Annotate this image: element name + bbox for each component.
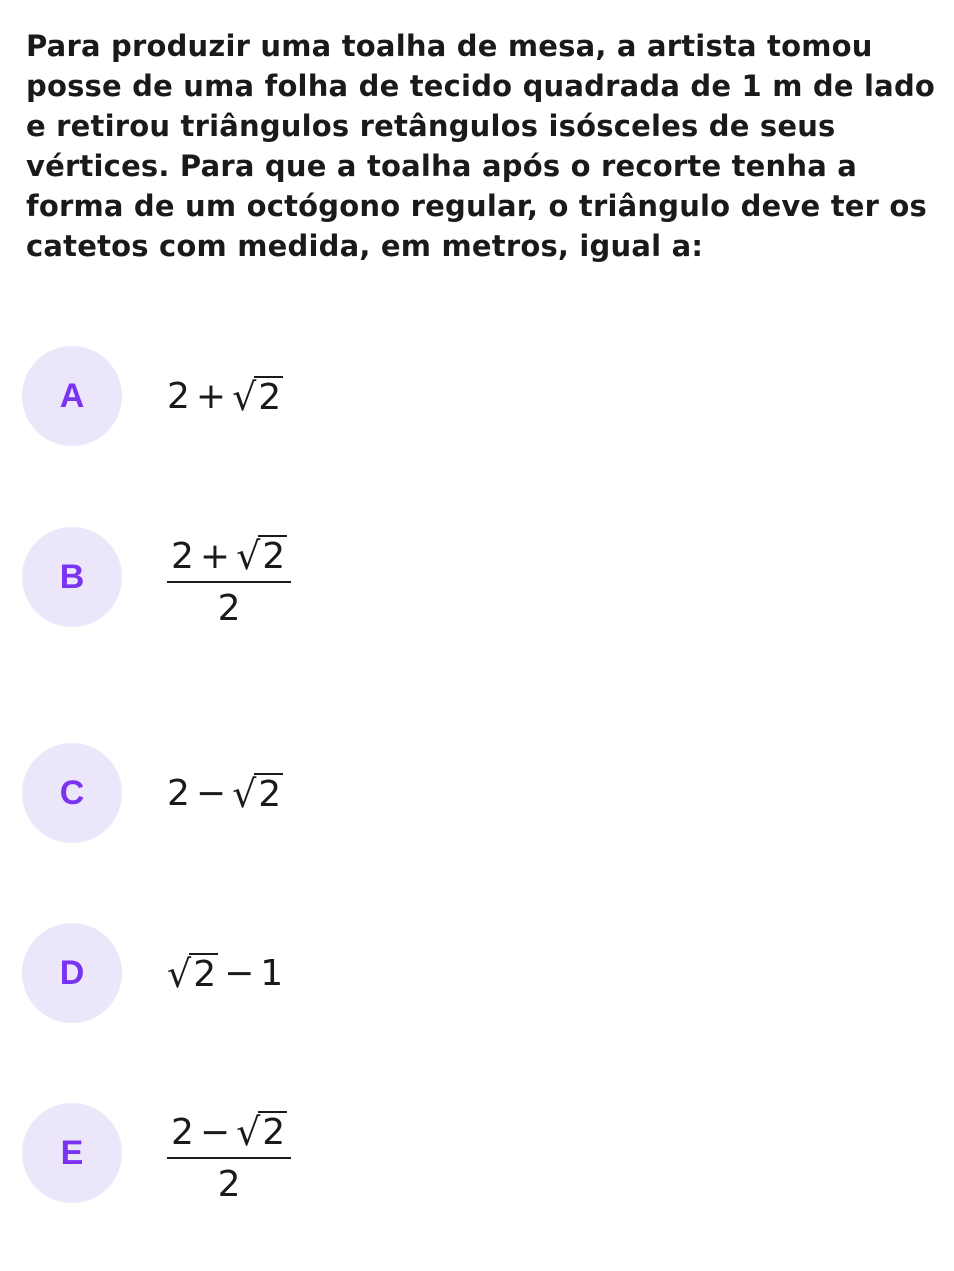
operator: − — [195, 772, 227, 814]
denominator: 2 — [217, 1164, 241, 1205]
square-root — [167, 952, 218, 996]
numerator — [167, 1111, 291, 1159]
option-a[interactable] — [22, 346, 722, 446]
radical-sign: √ — [167, 952, 192, 996]
radical-sign: √ — [236, 1110, 261, 1154]
term: 2 — [171, 1112, 194, 1153]
operator: + — [199, 536, 231, 577]
term: 1 — [260, 952, 284, 994]
denominator: 2 — [217, 588, 241, 629]
option-expression — [167, 923, 283, 1023]
term: 2 — [167, 375, 190, 417]
term: 2 — [171, 536, 194, 577]
fraction — [167, 1111, 291, 1203]
square-root — [232, 772, 283, 816]
option-expression — [167, 531, 291, 631]
option-d[interactable] — [22, 923, 722, 1023]
radical-sign: √ — [236, 534, 261, 578]
numerator — [167, 535, 291, 583]
square-root — [232, 375, 283, 419]
option-expression — [167, 1107, 291, 1207]
term: 2 — [167, 772, 190, 814]
radicand: 2 — [254, 376, 283, 416]
square-root — [236, 1110, 287, 1154]
option-e[interactable] — [22, 1103, 722, 1203]
option-letter-badge: D — [22, 923, 122, 1023]
option-c[interactable] — [22, 743, 722, 843]
option-letter-badge: C — [22, 743, 122, 843]
fraction — [167, 535, 291, 627]
radical-sign: √ — [232, 375, 257, 419]
radicand: 2 — [258, 1111, 287, 1151]
operator: − — [224, 952, 255, 994]
option-letter-badge: B — [22, 527, 122, 627]
radicand: 2 — [189, 953, 218, 993]
option-b[interactable] — [22, 527, 722, 627]
option-expression — [167, 346, 283, 446]
option-letter-badge: A — [22, 346, 122, 446]
operator: + — [195, 375, 227, 417]
radical-sign: √ — [232, 772, 257, 816]
radicand: 2 — [254, 773, 283, 813]
operator: − — [199, 1112, 231, 1153]
option-letter-badge: E — [22, 1103, 122, 1203]
option-expression — [167, 743, 283, 843]
square-root — [236, 534, 287, 578]
radicand: 2 — [258, 535, 287, 575]
question-text: Para produzir uma toalha de mesa, a artista tomou posse de uma folha de tecido quadrada de 1 m de lado e retirou triângulos retângulos isósceles de seus vértices. Para que a toalha após o recorte tenha a forma de um octógono regular, o triângulo deve ter os catetos com medida, em metros, igual a: — [26, 29, 936, 263]
